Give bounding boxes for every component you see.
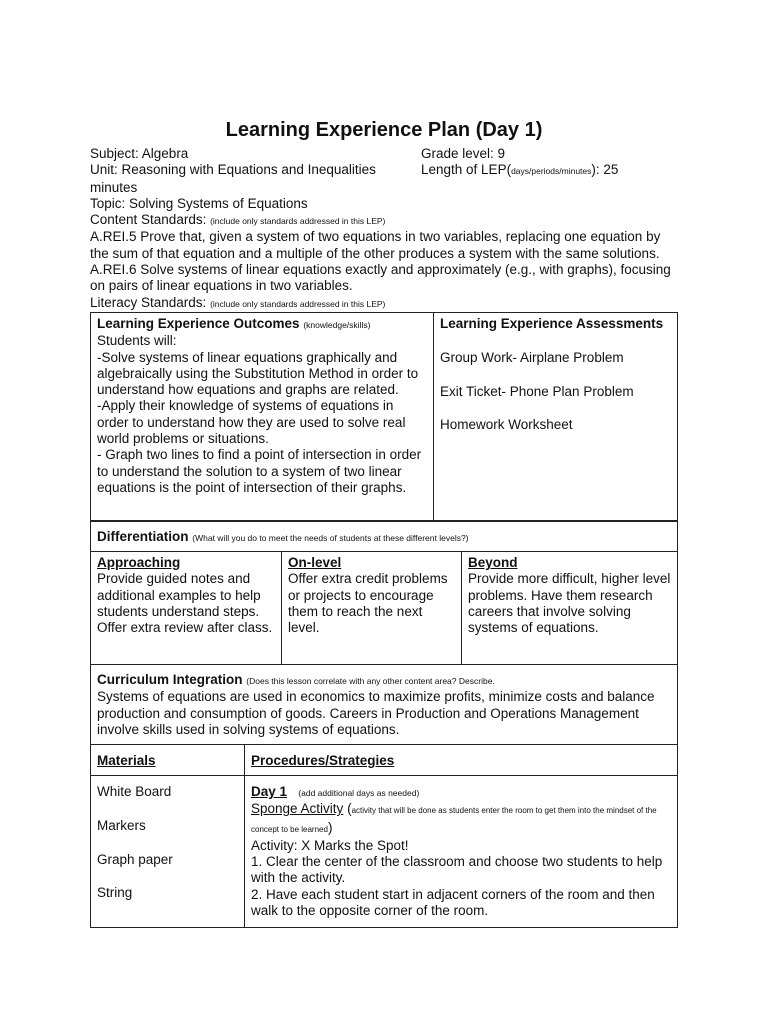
assessment-item: Exit Ticket- Phone Plan Problem: [440, 383, 634, 399]
assessments-header: Learning Experience Assessments: [440, 316, 664, 331]
level-text: Provide more difficult, higher level problems. Have them research careers that involve solving systems of equations.: [468, 571, 671, 636]
sponge-activity: Sponge Activity (activity that will be done as students enter the room to get them into the mindset of the concept to be learned): [251, 801, 657, 835]
page-title: Learning Experience Plan (Day 1): [225, 119, 543, 141]
subject: Subject: Algebra: [90, 146, 189, 161]
procedures-table: [90, 744, 678, 928]
curriculum-table: [90, 664, 678, 745]
curriculum-cell: [91, 665, 678, 745]
outcomes-header: Learning Experience Outcomes (knowledge/skills): [97, 316, 371, 331]
content-standards-label: Content Standards: (include only standards addressed in this LEP): [90, 212, 386, 228]
assessment-item: Group Work- Airplane Problem: [440, 349, 624, 365]
materials-header-cell: [91, 745, 245, 776]
standard-arei5: A.REI.5 Prove that, given a system of two equations in two variables, replacing one equation by the sum of that equation and a multiple of the other produces a system with the same solutions.: [90, 229, 661, 261]
standard-arei6: A.REI.6 Solve systems of linear equations exactly and approximately (e.g., with graphs), focusing on pairs of linear equations in two variables.: [90, 262, 671, 294]
differentiation-levels-table: [90, 551, 678, 665]
level-text: Offer extra credit problems or projects to encourage them to reach the next level.: [288, 571, 448, 636]
material-item: String: [97, 885, 133, 901]
curriculum-text: Systems of equations are used in economics to maximize profits, minimize costs and balance production and consumption of goods. Careers in Production and Operations Management involve skills used in solving systems of equations.: [97, 689, 655, 737]
activity-name: Activity: X Marks the Spot!: [251, 837, 409, 853]
outcomes-cell: [91, 313, 434, 521]
level-name: Approaching: [97, 555, 181, 570]
material-item: White Board: [97, 784, 172, 799]
unit: Unit: Reasoning with Equations and Inequalities: [90, 162, 376, 178]
procedure-step: 2. Have each student start in adjacent corners of the room and then walk to the opposite corner of the room.: [251, 886, 655, 919]
outcomes-table: [90, 312, 678, 521]
lep-length: Length of LEP(days/periods/minutes): 25: [421, 162, 619, 178]
procedures-header-cell: [245, 745, 678, 776]
assessment-item: Homework Worksheet: [440, 417, 573, 433]
material-item: Markers: [97, 817, 146, 833]
outcome-item: - Graph two lines to find a point of intersection in order to understand the solution to a system of two linear equations is the point of intersection of their graphs.: [97, 447, 422, 495]
level-text: Provide guided notes and additional examples to help students understand steps. Offer extra review after class.: [97, 571, 273, 636]
differentiation-header-table: [90, 521, 678, 552]
grade-level: Grade level: 9: [421, 146, 506, 161]
level-approaching: [91, 552, 282, 665]
outcomes-intro: Students will:: [97, 333, 177, 349]
lesson-meta: [90, 146, 678, 312]
unit-continued: minutes: [90, 179, 138, 195]
assessments-cell: [434, 313, 678, 521]
level-on-level: [282, 552, 462, 665]
material-item: Graph paper: [97, 851, 173, 867]
materials-cell: [91, 776, 245, 928]
differentiation-header: Differentiation (What will you do to meet the needs of students at these different levels?): [91, 522, 678, 552]
literacy-standards-label: Literacy Standards: (include only standards addressed in this LEP): [90, 294, 386, 310]
day-heading: Day 1 (add additional days as needed): [251, 784, 420, 799]
curriculum-header: Curriculum Integration (Does this lesson correlate with any other content area? Describe.: [97, 672, 495, 687]
materials-header: Materials: [97, 753, 156, 768]
procedures-cell: [245, 776, 678, 928]
topic: Topic: Solving Systems of Equations: [90, 195, 308, 211]
level-beyond: [462, 552, 678, 665]
procedures-header: Procedures/Strategies: [251, 753, 395, 768]
outcome-item: -Apply their knowledge of systems of equations in order to understand how they are used to solve real world problems or situations.: [97, 398, 406, 447]
level-name: Beyond: [468, 555, 518, 570]
level-name: On-level: [288, 555, 342, 570]
outcome-item: -Solve systems of linear equations graphically and algebraically using the Substitution Method in order to understand how equations and graphs are related.: [97, 349, 419, 398]
procedure-step: 1. Clear the center of the classroom and choose two students to help with the activity.: [251, 854, 663, 886]
